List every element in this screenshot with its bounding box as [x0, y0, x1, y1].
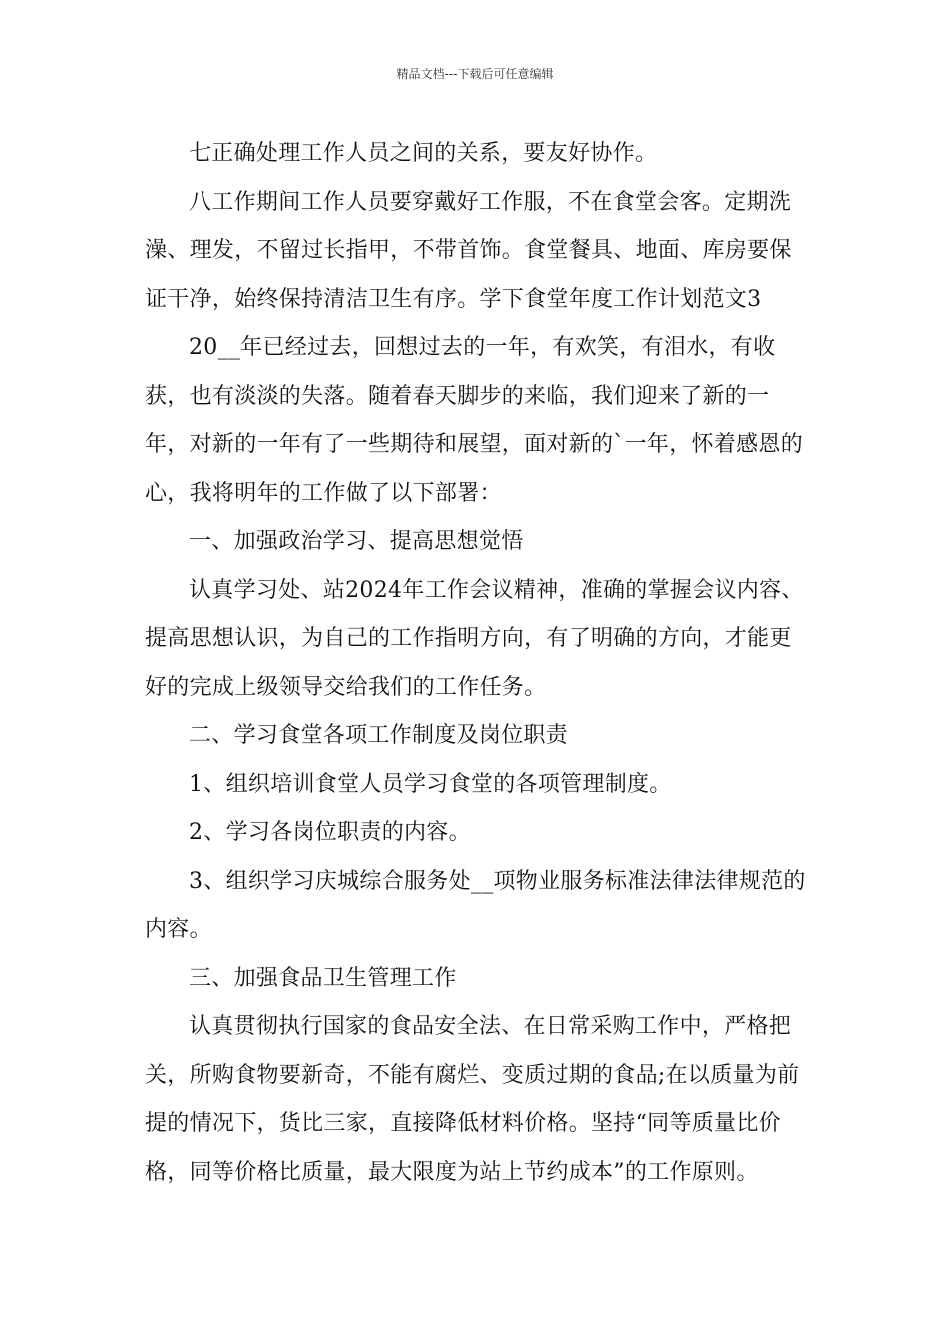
page-header: 精品文档---下载后可任意编辑 — [396, 67, 554, 81]
list-item-2: 2、学习各岗位职责的内容。 — [189, 820, 471, 845]
section-heading-2: 二、学习食堂各项工作制度及岗位职责 — [189, 723, 569, 748]
list-item-3: 3、组织学习庆城综合服务处__项物业服务标准法律法律规范的内容。 — [145, 868, 806, 942]
paragraph-section-3: 认真贯彻执行国家的食品安全法、在日常采购工作中，严格把关，所购食物要新奇，不能有腐烂、变质过期的食品;在以质量为前提的情况下，货比三家，直接降低材料价格。坚持“同等质量比价格，同等价格比质量，最大限度为站上节约成本”的工作原则。 — [145, 1014, 800, 1185]
paragraph-rule-7: 七正确处理工作人员之间的关系，要友好协作。 — [189, 141, 658, 166]
section-heading-3: 三、加强食品卫生管理工作 — [189, 965, 457, 991]
document-body — [145, 130, 810, 1197]
paragraph-rule-8: 八工作期间工作人员要穿戴好工作服，不在食堂会客。定期洗澡、理发，不留过长指甲，不带首饰。食堂餐具、地面、库房要保证干净，始终保持清洁卫生有序。学下食堂年度工作计划范文3 — [145, 189, 792, 312]
list-item-1: 1、组织培训食堂人员学习食堂的各项管理制度。 — [189, 771, 672, 797]
section-heading-1: 一、加强政治学习、提高思想觉悟 — [189, 529, 524, 554]
paragraph-section-1: 认真学习处、站2024年工作会议精神，准确的掌握会议内容、提高思想认识，为自己的工作指明方向，有了明确的方向，才能更好的完成上级领导交给我们的工作任务。 — [145, 577, 804, 700]
paragraph-intro: 20__年已经过去，回想过去的一年，有欢笑，有泪水，有收获，也有淡淡的失落。随着春天脚步的来临，我们迎来了新的一年，对新的一年有了一些期待和展望，面对新的`一年，怀着感恩的心，我将明年的工作做了以下部署： — [145, 335, 804, 506]
